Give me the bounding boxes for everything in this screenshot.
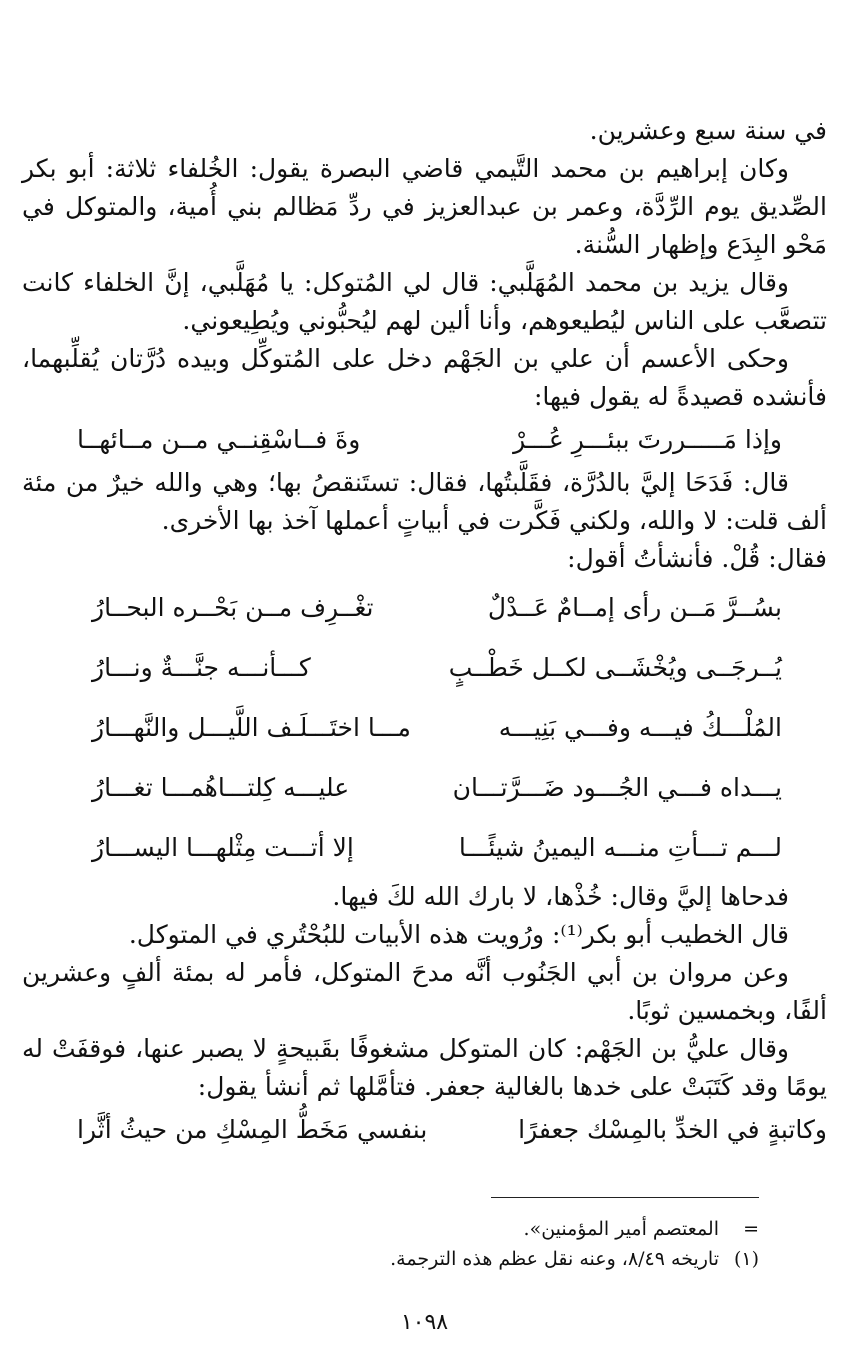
paragraphs-block-a: [22, 112, 827, 416]
paragraph: قال: فَدَحَا إليَّ بالدُرَّة، فقَلَّبتُها، فقال: تستَنقصُ بها؛ وهي والله خيرٌ من مئة ألف قلت: لا والله، ولكني فَكَّرت في أبياتٍ أعملها آخذ بها الأخرى.: [22, 468, 827, 535]
paragraph: قال الخطيب أبو بكر⁽¹⁾: ورُويت هذه الأبيات للبُحْتُري في المتوكل.: [128, 920, 789, 949]
hemistich-right: وإذا مَـــــررتَ ببئـــرِ عُـــرْ: [513, 425, 782, 454]
footnote-marker: (١): [733, 1248, 759, 1270]
hemistich-left: بنفسي مَخَطُّ المِسْكِ من حيثُ أثَّرا: [77, 1115, 428, 1144]
hemistich-left: تغْــرِف مــن بَحْــره البحــارُ: [92, 593, 374, 622]
paragraph: وكان إبراهيم بن محمد التَّيمي قاضي البصرة يقول: الخُلفاء ثلاثة: أبو بكر الصِّديق يوم الرِّدَّة، وعمر بن عبدالعزيز في ردِّ مَظالم بني أُمية، والمتوكل في مَحْو البِدَع وإظهار السُّنة.: [22, 154, 827, 259]
footnote: [79, 1214, 759, 1244]
paragraph: فدحاها إليَّ وقال: خُذْها، لا بارك الله لكَ فيها.: [332, 882, 789, 911]
paragraph: وحكى الأعسم أن علي بن الجَهْم دخل على المُتوكِّل وبيده دُرَّتان يُقلِّبهما، فأنشده قصيدةً له يقول فيها:: [22, 344, 827, 411]
verse-line: [22, 758, 827, 818]
verse-line: [22, 638, 827, 698]
verse-line-last: [22, 1106, 827, 1154]
hemistich-right: بسُــرَّ مَــن رأى إمــامٌ عَــدْلٌ: [487, 593, 782, 622]
paragraphs-block-c: [22, 878, 827, 1106]
footnote-text: المعتصم أمير المؤمنين».: [523, 1218, 719, 1240]
hemistich-left: عليـــه كِلتـــاهُمـــا تغـــارُ: [92, 773, 350, 802]
hemistich-right: يُــرجَــى ويُخْشَــى لكــل خَطْــبٍ: [448, 653, 782, 682]
page-number: ١٠٩٨: [400, 1310, 449, 1335]
hemistich-right: المُلْـــكُ فيـــه وفـــي بَنِيـــه: [498, 713, 782, 742]
hemistich-left: مـــا اختَـــلَـف اللَّيـــل والنَّهـــارُ: [92, 713, 411, 742]
hemistich-left: إلا أتـــت مِثْلهـــا اليســـارُ: [92, 833, 354, 862]
verse-line: [22, 818, 827, 878]
verse-line: [22, 578, 827, 638]
main-text: [22, 112, 827, 1154]
verse-line: [22, 698, 827, 758]
footnotes: [79, 1214, 759, 1274]
paragraphs-block-b: [22, 464, 827, 578]
paragraph: فقال: قُلْ. فأنشأتُ أقول:: [567, 544, 827, 573]
hemistich-left: كـــأنـــه جنَّـــةٌ ونـــارُ: [92, 653, 311, 682]
hemistich-left: وةَ فــاسْقِنــي مــن مــائهــا: [77, 425, 361, 454]
hemistich-right: لـــم تـــأتِ منـــه اليمينُ شيئًـــا: [458, 833, 782, 862]
paragraph: وقال عليُّ بن الجَهْم: كان المتوكل مشغوفًا بقَبيحةٍ لا يصبر عنها، فوقفَتْ له يومًا وقد كَتَبَتْ على خدها بالغالية جعفر. فتأمَّلها ثم أنشأ يقول:: [22, 1034, 827, 1101]
paragraph: في سنة سبع وعشرين.: [589, 116, 827, 145]
paragraph: وقال يزيد بن محمد المُهَلَّبي: قال لي المُتوكل: يا مُهَلَّبي، إنَّ الخلفاء كانت تتصعَّب على الناس ليُطيعوهم، وأنا ألين لهم ليُحبُّوني ويُطِيعوني.: [22, 268, 827, 335]
poem-verses: [22, 578, 827, 878]
footnote: [79, 1244, 759, 1274]
hemistich-right: يـــداه فـــي الجُـــود ضَـــرَّتـــان: [452, 773, 782, 802]
verse-line-single: [22, 416, 827, 464]
footnote-marker: =: [743, 1218, 759, 1240]
footnote-divider: [491, 1197, 759, 1198]
hemistich-right: وكاتبةٍ في الخدِّ بالمِسْك جعفرًا: [518, 1115, 827, 1144]
paragraph: وعن مروان بن أبي الجَنُوب أنَّه مدحَ المتوكل، فأمر له بمئة ألفٍ وعشرين ألفًا، وبخمسين ثوبًا.: [22, 958, 827, 1025]
footnote-text: تاريخه ٨/٤٩، وعنه نقل عظم هذه الترجمة.: [390, 1248, 719, 1270]
